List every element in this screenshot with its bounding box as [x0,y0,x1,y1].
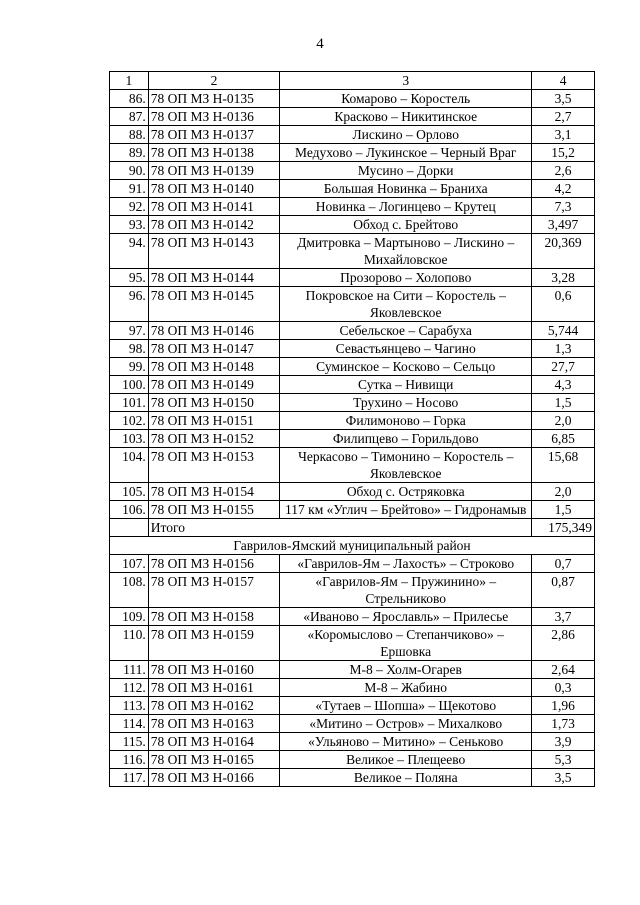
road-code: 78 ОП МЗ Н-0136 [148,108,279,126]
table-row [110,555,595,573]
table-row [110,234,595,269]
table-row [110,376,595,394]
table-row [110,769,595,787]
table-header-row [110,72,595,90]
road-name: Красково – Никитинское [280,108,532,126]
road-length: 3,1 [532,126,595,144]
road-name: М-8 – Холм-Огарев [280,661,532,679]
section-row [110,537,595,555]
table-row [110,483,595,501]
road-length: 7,3 [532,198,595,216]
header-col-1: 1 [110,72,149,90]
table-row [110,198,595,216]
row-number: 117. [110,769,149,787]
road-name: Мусино – Дорки [280,162,532,180]
row-number: 115. [110,733,149,751]
road-code: 78 ОП МЗ Н-0148 [148,358,279,376]
row-number: 113. [110,697,149,715]
road-code: 78 ОП МЗ Н-0135 [148,90,279,108]
road-name: Медухово – Лукинское – Черный Враг [280,144,532,162]
road-name: Обход с. Остряковка [280,483,532,501]
road-code: 78 ОП МЗ Н-0157 [148,573,279,608]
road-name: Великое – Плещеево [280,751,532,769]
road-name: «Гаврилов-Ям – Лахость» – Строково [280,555,532,573]
road-length: 1,5 [532,501,595,519]
road-code: 78 ОП МЗ Н-0163 [148,715,279,733]
table-row [110,108,595,126]
row-number: 86. [110,90,149,108]
road-length: 2,0 [532,483,595,501]
row-number: 93. [110,216,149,234]
road-code: 78 ОП МЗ Н-0158 [148,608,279,626]
road-name: Черкасово – Тимонино – Коростель – Яковлевское [280,448,532,483]
road-length: 3,5 [532,769,595,787]
row-number: 116. [110,751,149,769]
table-row [110,340,595,358]
road-name: Великое – Поляна [280,769,532,787]
road-code: 78 ОП МЗ Н-0147 [148,340,279,358]
table-row [110,715,595,733]
row-number: 114. [110,715,149,733]
road-length: 0,3 [532,679,595,697]
road-length: 3,7 [532,608,595,626]
table-row [110,412,595,430]
road-code: 78 ОП МЗ Н-0162 [148,697,279,715]
total-label: Итого [148,519,531,537]
table-row [110,448,595,483]
row-number: 105. [110,483,149,501]
road-code: 78 ОП МЗ Н-0146 [148,322,279,340]
table-row [110,679,595,697]
table-row [110,751,595,769]
total-value: 175,349 [532,519,595,537]
road-code: 78 ОП МЗ Н-0155 [148,501,279,519]
road-name: Прозорово – Холопово [280,269,532,287]
table-row [110,430,595,448]
road-code: 78 ОП МЗ Н-0156 [148,555,279,573]
road-code: 78 ОП МЗ Н-0150 [148,394,279,412]
page-number: 4 [316,36,324,52]
section-title: Гаврилов-Ямский муниципальный район [110,537,595,555]
road-name: 117 км «Углич – Брейтово» – Гидронамыв [280,501,532,519]
row-number: 92. [110,198,149,216]
table-row [110,216,595,234]
road-length: 1,73 [532,715,595,733]
road-code: 78 ОП МЗ Н-0165 [148,751,279,769]
row-number: 111. [110,661,149,679]
row-number: 91. [110,180,149,198]
table-row [110,162,595,180]
road-length: 2,7 [532,108,595,126]
road-name: Филипцево – Горильдово [280,430,532,448]
road-code: 78 ОП МЗ Н-0160 [148,661,279,679]
road-name: Сутка – Нивищи [280,376,532,394]
road-code: 78 ОП МЗ Н-0161 [148,679,279,697]
table-row [110,180,595,198]
road-name: «Тутаев – Шопша» – Щекотово [280,697,532,715]
row-number: 90. [110,162,149,180]
road-code: 78 ОП МЗ Н-0139 [148,162,279,180]
table-row [110,733,595,751]
road-name: Лискино – Орлово [280,126,532,144]
row-number: 88. [110,126,149,144]
road-name: «Гаврилов-Ям – Пружинино» – Стрельниково [280,573,532,608]
road-name: «Коромыслово – Степанчиково» – Ершовка [280,626,532,661]
road-name: «Митино – Остров» – Михалково [280,715,532,733]
road-name: «Иваново – Ярославль» – Прилесье [280,608,532,626]
table-row [110,126,595,144]
header-col-3: 3 [280,72,532,90]
table-row [110,269,595,287]
row-number: 104. [110,448,149,483]
row-number: 112. [110,679,149,697]
road-length: 15,68 [532,448,595,483]
road-name: Покровское на Сити – Коростель – Яковлевское [280,287,532,322]
road-length: 3,28 [532,269,595,287]
road-name: Севастьянцево – Чагино [280,340,532,358]
road-code: 78 ОП МЗ Н-0141 [148,198,279,216]
road-length: 1,5 [532,394,595,412]
road-name: «Ульяново – Митино» – Сеньково [280,733,532,751]
road-name: Новинка – Логинцево – Крутец [280,198,532,216]
road-code: 78 ОП МЗ Н-0144 [148,269,279,287]
header-col-4: 4 [532,72,595,90]
road-code: 78 ОП МЗ Н-0166 [148,769,279,787]
road-code: 78 ОП МЗ Н-0153 [148,448,279,483]
row-number: 99. [110,358,149,376]
row-number: 96. [110,287,149,322]
table-row [110,501,595,519]
road-code: 78 ОП МЗ Н-0142 [148,216,279,234]
road-length: 2,6 [532,162,595,180]
roads-table [109,71,595,787]
table-row [110,90,595,108]
road-length: 0,7 [532,555,595,573]
road-length: 20,369 [532,234,595,269]
row-number: 107. [110,555,149,573]
row-number: 100. [110,376,149,394]
row-number: 109. [110,608,149,626]
road-name: Себельское – Сарабуха [280,322,532,340]
road-length: 3,497 [532,216,595,234]
table-row [110,626,595,661]
road-length: 4,2 [532,180,595,198]
road-length: 6,85 [532,430,595,448]
row-number: 110. [110,626,149,661]
row-number: 95. [110,269,149,287]
road-name: Большая Новинка – Браниха [280,180,532,198]
road-name: Суминское – Косково – Сельцо [280,358,532,376]
table-row [110,358,595,376]
road-name: Дмитровка – Мартыново – Лискино – Михайловское [280,234,532,269]
table-row [110,697,595,715]
total-row [110,519,595,537]
road-code: 78 ОП МЗ Н-0164 [148,733,279,751]
table-row [110,394,595,412]
table-row [110,661,595,679]
table-row [110,608,595,626]
total-empty-cell [110,519,149,537]
row-number: 106. [110,501,149,519]
table-row [110,322,595,340]
table-row [110,287,595,322]
header-col-2: 2 [148,72,279,90]
row-number: 103. [110,430,149,448]
road-length: 3,5 [532,90,595,108]
road-name: Трухино – Носово [280,394,532,412]
road-code: 78 ОП МЗ Н-0138 [148,144,279,162]
row-number: 94. [110,234,149,269]
row-number: 87. [110,108,149,126]
road-length: 2,0 [532,412,595,430]
road-length: 2,64 [532,661,595,679]
row-number: 89. [110,144,149,162]
road-length: 0,87 [532,573,595,608]
road-length: 1,3 [532,340,595,358]
table-row [110,573,595,608]
road-length: 2,86 [532,626,595,661]
road-code: 78 ОП МЗ Н-0140 [148,180,279,198]
row-number: 98. [110,340,149,358]
road-length: 15,2 [532,144,595,162]
road-length: 27,7 [532,358,595,376]
road-length: 1,96 [532,697,595,715]
road-length: 4,3 [532,376,595,394]
road-name: Филимоново – Горка [280,412,532,430]
road-length: 3,9 [532,733,595,751]
road-length: 5,744 [532,322,595,340]
road-code: 78 ОП МЗ Н-0159 [148,626,279,661]
table-row [110,144,595,162]
row-number: 97. [110,322,149,340]
road-code: 78 ОП МЗ Н-0152 [148,430,279,448]
row-number: 108. [110,573,149,608]
road-name: М-8 – Жабино [280,679,532,697]
road-length: 0,6 [532,287,595,322]
road-name: Комарово – Коростель [280,90,532,108]
road-code: 78 ОП МЗ Н-0143 [148,234,279,269]
road-name: Обход с. Брейтово [280,216,532,234]
row-number: 102. [110,412,149,430]
road-length: 5,3 [532,751,595,769]
road-code: 78 ОП МЗ Н-0137 [148,126,279,144]
road-code: 78 ОП МЗ Н-0154 [148,483,279,501]
road-code: 78 ОП МЗ Н-0149 [148,376,279,394]
roads-table-body [110,72,595,787]
row-number: 101. [110,394,149,412]
road-code: 78 ОП МЗ Н-0151 [148,412,279,430]
road-code: 78 ОП МЗ Н-0145 [148,287,279,322]
